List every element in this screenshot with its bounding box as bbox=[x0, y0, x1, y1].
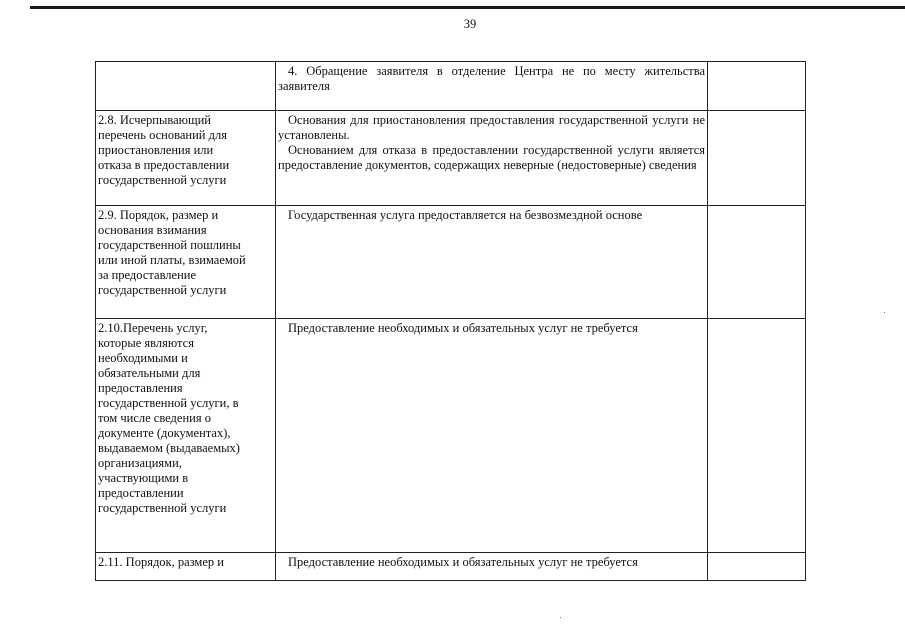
page-number: 39 bbox=[463, 17, 477, 31]
row-content bbox=[276, 553, 708, 581]
row-label bbox=[96, 62, 276, 111]
row-note bbox=[708, 111, 806, 206]
row-label: 2.11. Порядок, размер и bbox=[96, 553, 276, 581]
content-paragraph: Основания для приостановления предоставления государственной услуги не установлены. bbox=[278, 113, 705, 142]
content-paragraph: 4. Обращение заявителя в отделение Центра не по месту жительства заявителя bbox=[278, 64, 705, 93]
row-note bbox=[708, 553, 806, 581]
regulation-table bbox=[95, 61, 806, 581]
table-row bbox=[96, 319, 806, 553]
row-note bbox=[708, 319, 806, 553]
table-row bbox=[96, 553, 806, 581]
table-row bbox=[96, 111, 806, 206]
scan-speck bbox=[884, 312, 885, 313]
row-note bbox=[708, 62, 806, 111]
content-paragraph: Предоставление необходимых и обязательных услуг не требуется bbox=[288, 555, 638, 569]
row-content bbox=[276, 111, 708, 206]
row-label: 2.10.Перечень услуг, которые являются необходимыми и обязательными для предоставления государственной услуги, в том числе сведения о документе (документах), выдаваемом (выдаваемых) организациями, участвующими в предоставлении государственной услуги bbox=[96, 319, 276, 553]
row-content bbox=[276, 319, 708, 553]
content-paragraph: Государственная услуга предоставляется на безвозмездной основе bbox=[288, 208, 643, 222]
row-content bbox=[276, 206, 708, 319]
row-note bbox=[708, 206, 806, 319]
row-content bbox=[276, 62, 708, 111]
scan-speck bbox=[560, 617, 561, 618]
content-paragraph: Предоставление необходимых и обязательных услуг не требуется bbox=[288, 321, 638, 335]
table-row bbox=[96, 62, 806, 111]
row-label: 2.8. Исчерпывающий перечень оснований для приостановления или отказа в предоставлении государственной услуги bbox=[96, 111, 276, 206]
top-border-rule bbox=[30, 6, 905, 9]
content-paragraph: Основанием для отказа в предоставлении государственной услуги является предоставление документов, содержащих неверные (недостоверные) сведения bbox=[278, 143, 705, 172]
row-label: 2.9. Порядок, размер и основания взимания государственной пошлины или иной платы, взимаемой за предоставление государственной услуги bbox=[96, 206, 276, 319]
table-row bbox=[96, 206, 806, 319]
